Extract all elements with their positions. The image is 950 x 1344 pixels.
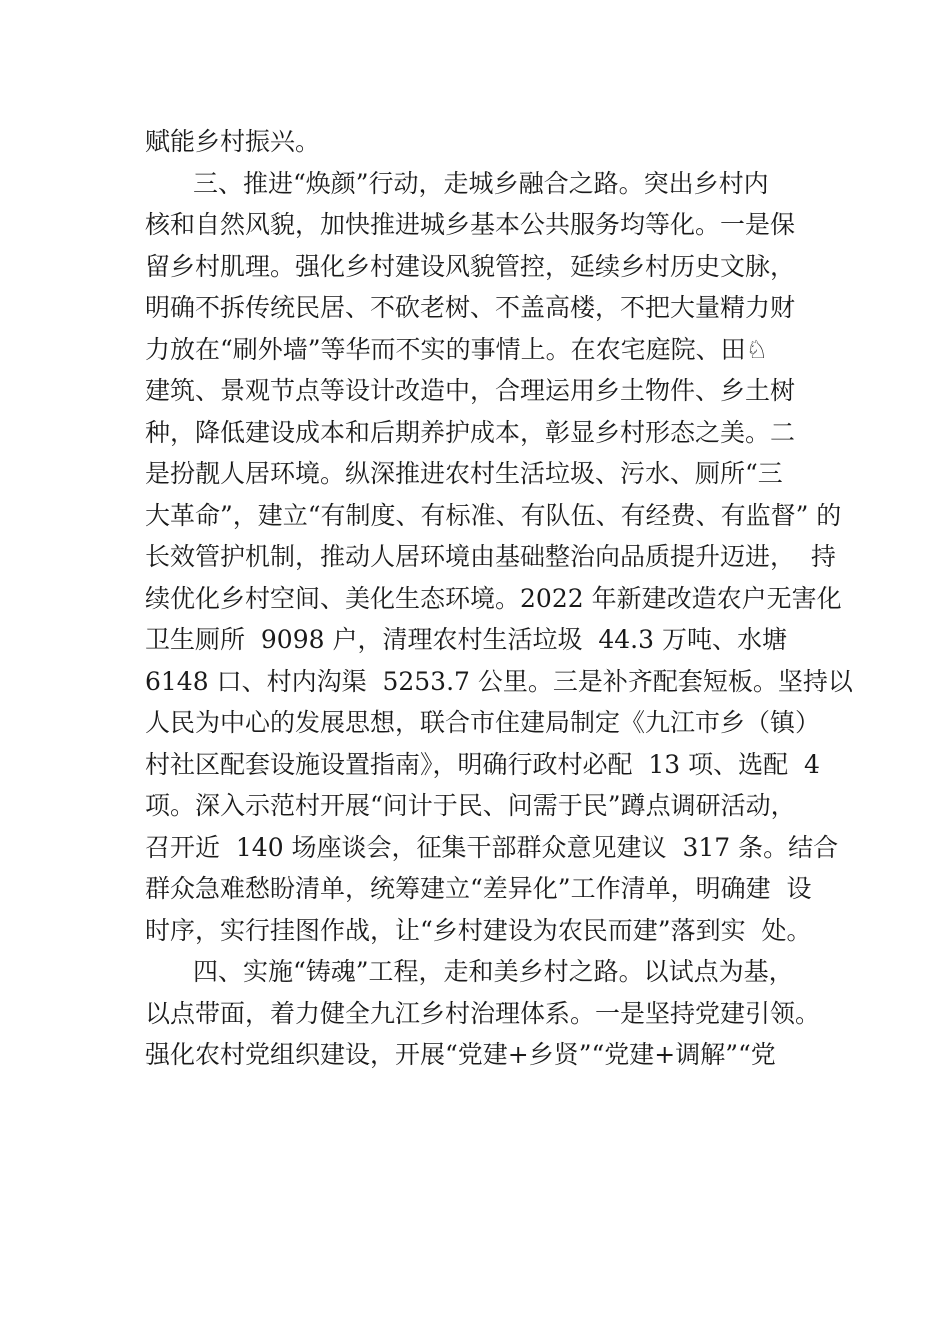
section-heading-line: 四、实施“铸魂”工程，走和美乡村之路。以试点为基，	[193, 957, 794, 986]
text-line: 核和自然风貌，加快推进城乡基本公共服务均等化。一是保	[145, 210, 796, 239]
text-line: 人民为中心的发展思想，联合市住建局制定《九江市乡（镇）	[145, 708, 821, 737]
text-line: 召开近 140 场座谈会，征集干部群众意见建议 317 条。结合	[145, 832, 839, 862]
text-line: 6148 口、村内沟渠 5253.7 公里。三是补齐配套短板。坚持以	[145, 666, 853, 696]
text-line: 强化农村党组织建设，开展“党建+乡贤”“党建+调解”“党	[145, 1040, 776, 1069]
text-line: 种，降低建设成本和后期养护成本，彰显乡村形态之美。二	[145, 417, 796, 447]
text-line: 力放在“刷外墙”等华而不实的事情上。在农宅庭院、田♘	[145, 334, 768, 364]
text-line: 大革命”，建立“有制度、有标准、有队伍、有经费、有监督” 的	[145, 500, 842, 530]
text-line: 明确不拆传统民居、不砍老树、不盖高楼，不把大量精力财	[145, 293, 796, 322]
text-line: 项。深入示范村开展“问计于民、问需于民”蹲点调研活动，	[145, 791, 796, 820]
text-line: 村社区配套设施设置指南》，明确行政村必配 13 项、选配 4	[145, 749, 820, 779]
text-line: 留乡村肌理。强化乡村建设风貌管控，延续乡村历史文脉，	[145, 251, 796, 281]
text-line: 以点带面，着力健全九江乡村治理体系。一是坚持党建引领。	[145, 998, 821, 1028]
text-line: 长效管护机制，推动人居环境由基础整治向品质提升迈进， 持	[145, 542, 836, 571]
text-line: 续优化乡村空间、美化生态环境。2022 年新建改造农户无害化	[145, 583, 842, 613]
text-line: 建筑、景观节点等设计改造中，合理运用乡土物件、乡土树	[145, 376, 796, 405]
text-line: 赋能乡村振兴。	[145, 127, 321, 156]
body-text	[145, 121, 853, 1076]
text-line: 是扮靓人居环境。纵深推进农村生活垃圾、污水、厕所“三	[145, 459, 783, 488]
section-heading-line: 三、推进“焕颜”行动，走城乡融合之路。突出乡村内	[193, 168, 769, 198]
text-line: 群众急难愁盼清单，统筹建立“差异化”工作清单，明确建 设	[145, 874, 812, 903]
text-line: 时序，实行挂图作战，让“乡村建设为农民而建”落到实 处。	[145, 915, 812, 945]
text-line: 卫生厕所 9098 户，清理农村生活垃圾 44.3 万吨、水塘	[145, 625, 787, 654]
